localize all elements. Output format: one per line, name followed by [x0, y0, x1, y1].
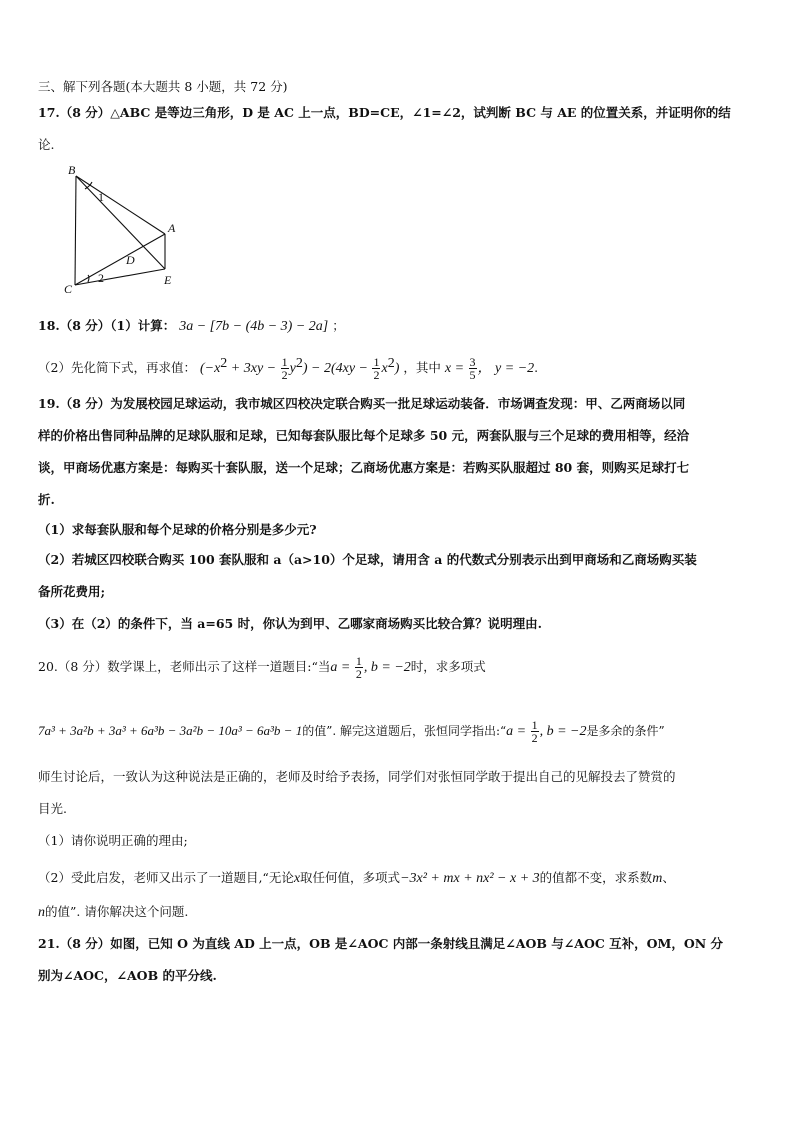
q20-sub2-n: n — [38, 905, 45, 920]
q18-part2: （2）先化简下式，再求值： ($-x^2 + 3xy$ − $\frac{1}{2}$ $y^2) - 2(4xy$ − $\frac{1}{2}$ $x^2$) ，其中 x = $\frac{3}{5}$ ， y = −2. — [38, 355, 539, 383]
q20-line1-suffix: 时，求多项式 — [410, 659, 486, 674]
q20-line2 — [38, 716, 665, 747]
q20-line2-tail: 是多余的条件” — [586, 724, 665, 738]
label-A: A — [168, 221, 176, 235]
q20-line2-mid: 的值”. 解完这道题后，张恒同学指出:“ — [302, 724, 507, 738]
q18-part2-prefix: （2）先化简下式，再求值： — [38, 360, 196, 376]
q20-sub2-poly: −3x² + mx + nx² − x + 3 — [400, 871, 540, 886]
section-heading: 三、解下列各题(本大题共 8 小题，共 72 分) — [38, 79, 288, 94]
q17-text-line1: 17.（8 分）△ABC 是等边三角形，D 是 AC 上一点，BD=CE，∠1=∠2，试判断 BC 与 AE 的位置关系，并证明你的结 — [38, 105, 731, 120]
q20-b-eq: , b = −2 — [363, 660, 411, 675]
q18-part1-suffix: ； — [332, 318, 345, 333]
q20-sub2-x: x — [293, 871, 301, 886]
label-angle1: 1 — [98, 190, 104, 204]
q20-polynomial: 7a³ + 3a²b + 3a³ + 6a³b − 3a²b − 10a³ − 6a³b − 1 — [38, 723, 303, 738]
q20-sub2-end: 的值”. 请你解决这个问题. — [45, 904, 189, 919]
q20-sub2-after: 的值都不变，求系数 — [539, 870, 653, 885]
q18-end: . — [534, 360, 539, 376]
q17-text-line2: 论. — [38, 137, 55, 152]
q19-sub2-line2: 备所花费用; — [38, 584, 106, 599]
label-B: B — [68, 163, 76, 177]
q18-expr-d: ) − 2(4xy − — [302, 361, 372, 377]
label-D: D — [126, 253, 135, 267]
segment-BA — [76, 176, 165, 234]
q19-sub3: （3）在（2）的条件下，当 a=65 时，你认为到甲、乙哪家商场购买比较合算？说明理由. — [38, 616, 542, 631]
q18-expr-e: x — [381, 361, 388, 377]
q20-sub1: （1）请你说明正确的理由; — [38, 833, 188, 848]
angle2-arc — [88, 275, 89, 282]
q18-part1-prefix: 18.（8 分）（1）计算： — [38, 318, 176, 333]
q20-line1 — [38, 652, 486, 683]
q19-line2: 样的价格出售同种品牌的足球队服和足球，已知每套队服比每个足球多 50 元，两套队服与三个足球的费用相等，经洽 — [38, 428, 690, 443]
q20-sub2 — [38, 867, 675, 890]
q18-part1 — [38, 317, 345, 336]
q20-sub2-m: m — [652, 871, 663, 886]
q20-sub2-prefix: （2）受此启发，老师又出示了一道题目,“无论 — [38, 870, 294, 885]
q19-line4: 折. — [38, 492, 55, 507]
q20-a-eq-2: a = — [506, 724, 530, 739]
q18-expr-b: + 3xy − — [227, 361, 280, 377]
q20-line4: 目光. — [38, 801, 67, 816]
q18-x-eq: x = — [444, 361, 468, 377]
q17-figure — [58, 160, 188, 295]
q20-half: $\frac{1}{2}$ — [355, 654, 362, 681]
q19-line3: 谈，甲商场优惠方案是：每购买十套队服，送一个足球；乙商场优惠方案是：若购买队服超过 80 套，则购买足球打七 — [38, 460, 690, 475]
q18-half-1: $\frac{1}{2}$ — [281, 355, 288, 383]
q21-line1: 21.（8 分）如图，已知 O 为直线 AD 上一点，OB 是∠AOC 内部一条射线且满足∠AOB 与∠AOC 互补，OM，ON 分 — [38, 936, 724, 951]
q20-sub2-mid: 取任何值，多项式 — [300, 870, 401, 885]
q18-y-val: ， y = −2 — [477, 361, 535, 377]
q18-half-2: $\frac{1}{2}$ — [373, 355, 380, 383]
q20-b-eq-2: , b = −2 — [539, 724, 587, 739]
q20-sub2-sep: 、 — [662, 870, 675, 885]
label-angle2: 2 — [98, 271, 104, 285]
q18-expr-c: y — [289, 361, 296, 377]
q18-part1-expr: 3a − [7b − (4b − 3) − 2a] — [179, 319, 329, 334]
q18-x-frac: $\frac{3}{5}$ — [469, 355, 476, 383]
q18-expr-f: ) — [394, 361, 400, 377]
q20-line1-prefix: 20.（8 分）数学课上，老师出示了这样一道题目:“当 — [38, 659, 331, 674]
label-C: C — [64, 282, 73, 295]
q20-sub2-cont — [38, 903, 188, 922]
label-E: E — [164, 273, 172, 287]
q20-line3: 师生讨论后，一致认为这种说法是正确的，老师及时给予表扬，同学们对张恒同学敢于提出自己的见解投去了赞赏的 — [38, 769, 676, 784]
q19-sub1: （1）求每套队服和每个足球的价格分别是多少元? — [38, 522, 317, 537]
q18-where: ，其中 — [403, 360, 441, 376]
q19-line1: 19.（8 分）为发展校园足球运动，我市城区四校决定联合购买一批足球运动装备．市场调查发现：甲、乙两商场以同 — [38, 396, 686, 411]
q20-half-2: $\frac{1}{2}$ — [531, 718, 538, 745]
q20-a-eq: a = — [330, 660, 354, 675]
q18-expr-a: (−x — [199, 361, 221, 377]
segment-BC — [75, 176, 76, 285]
q21-line2: 别为∠AOC，∠AOB 的平分线. — [38, 968, 217, 983]
q19-sub2-line1: （2）若城区四校联合购买 100 套队服和 a（a>10）个足球，请用含 a 的代数式分别表示出到甲商场和乙商场购买装 — [38, 552, 697, 567]
segment-BE — [76, 176, 165, 269]
